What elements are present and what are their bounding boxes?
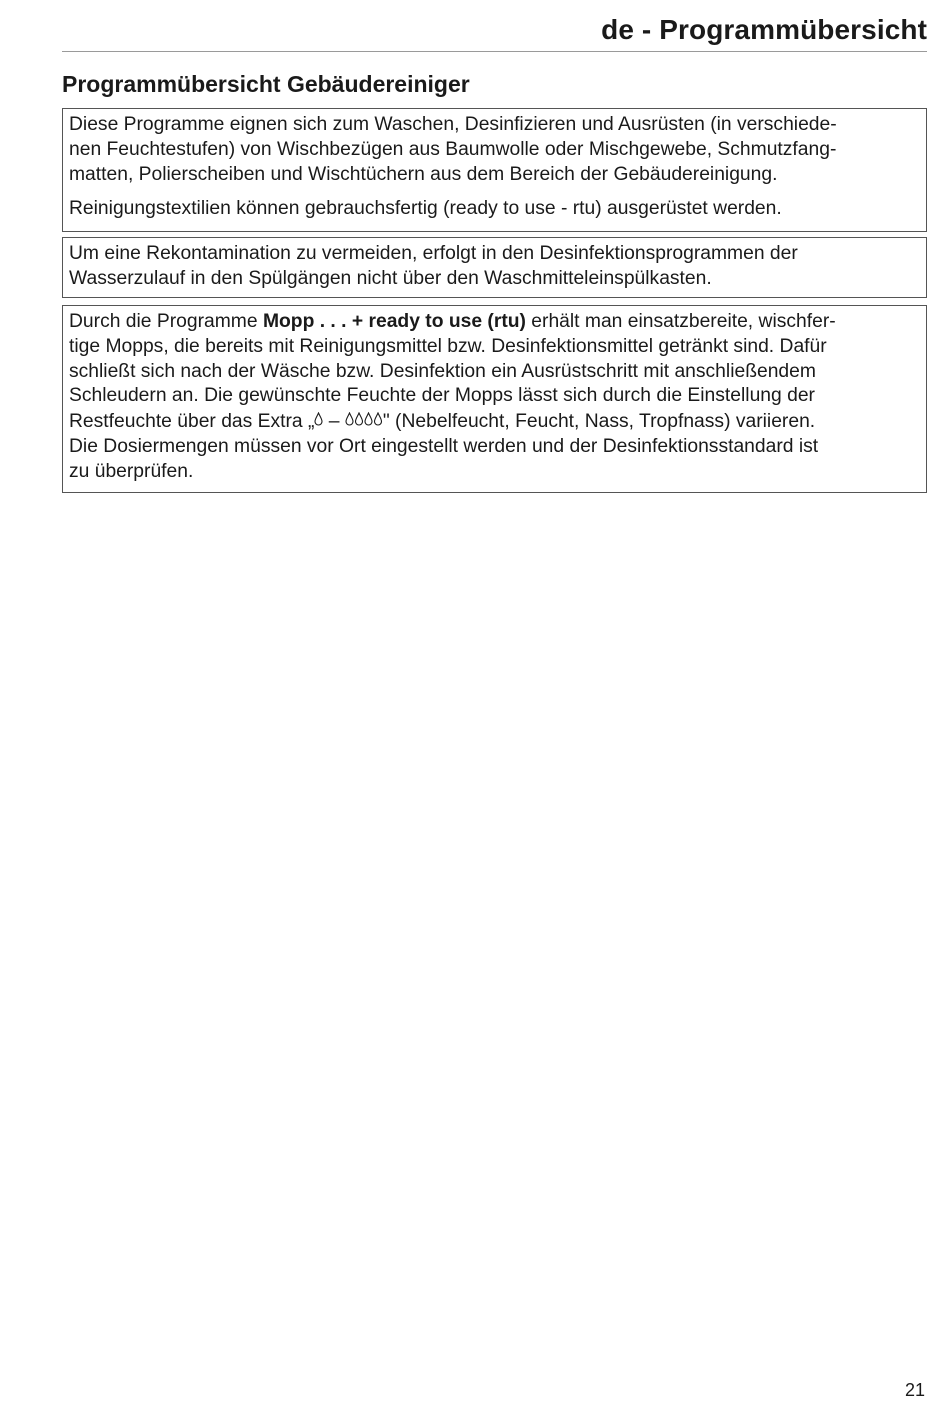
info-box-mopp-rtu [62,305,927,493]
mopp-line-4: Schleudern an. Die gewünschte Feuchte der Mopps lässt sich durch die Einstellung der [69,385,815,407]
recontamination-line-1: Um eine Rekontamination zu vermeiden, erfolgt in den Desinfektionsprogrammen der [69,243,798,264]
rtu-line: Reinigungstextilien können gebrauchsfertig (ready to use - rtu) ausgerüstet werden. [69,198,782,220]
page-number: 21 [904,1380,925,1400]
mopp-line-5 [69,411,815,432]
mopp-line-5-pre: Restfeuchte über das Extra „ [69,411,315,433]
mopp-line-1-pre: Durch die Programme [69,311,263,332]
page-header [62,8,927,52]
mopp-line-3: schließt sich nach der Wäsche bzw. Desinfektion ein Ausrüstschritt mit anschließendem [69,360,816,382]
page-header-title: de - Programmübersicht [601,14,927,45]
mopp-line-5-post: " (Nebelfeucht, Feucht, Nass, Tropfnass) variieren. [382,411,816,433]
mopp-line-5-dash: – [323,411,345,433]
info-box-recontamination [62,237,927,298]
intro-line-3: matten, Polierscheiben und Wischtüchern aus dem Bereich der Gebäudereinigung. [69,163,778,185]
mopp-line-6: Die Dosiermengen müssen vor Ort eingestellt werden und der Desinfektionsstandard ist [69,435,819,457]
mopp-line-1 [69,311,836,332]
intro-line-1: Diese Programme eignen sich zum Waschen, Desinfizieren und Ausrüsten (in verschiede- [69,114,837,135]
mopp-line-2: tige Mopps, die bereits mit Reinigungsmittel bzw. Desinfektionsmittel getränkt sind. Dafür [69,335,827,357]
intro-line-2: nen Feuchtestufen) von Wischbezügen aus Baumwolle oder Mischgewebe, Schmutzfang- [69,138,837,160]
four-drops-icon-svg [345,412,383,426]
four-drops-icon [345,413,383,429]
intro-paragraph [69,113,920,187]
mopp-line-7: zu überprüfen. [69,460,194,482]
recontamination-paragraph [69,242,920,292]
rtu-paragraph [69,197,920,222]
mopp-program-name: Mopp . . . + ready to use (rtu) [262,311,526,332]
info-box-intro [62,108,927,232]
recontamination-line-2: Wasserzulauf in den Spülgängen nicht über den Waschmitteleinspülkasten. [69,267,712,289]
section-title: Programmübersicht Gebäudereiniger [62,71,470,97]
mopp-line-1-post: erhält man einsatzbereite, wischfer- [525,311,836,332]
mopp-paragraph [69,310,920,485]
